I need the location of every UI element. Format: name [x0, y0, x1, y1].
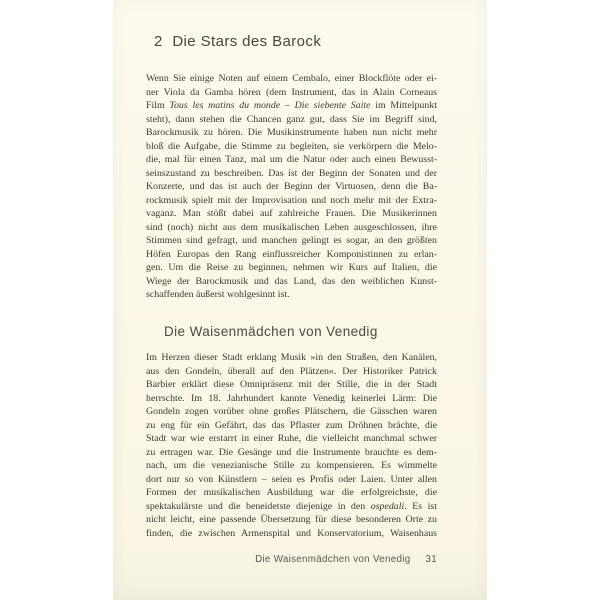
text-line [146, 486, 437, 500]
text-segment: Film [146, 100, 170, 111]
italic-text-segment: Tous les matins du monde – Die siebente Saite [169, 100, 371, 111]
text-line [146, 275, 437, 289]
text-line [146, 99, 437, 113]
text-line [146, 167, 437, 181]
page-number: 31 [425, 554, 437, 565]
text-segment: steht), dann stehen die Chancen ganz gut, dass Sie im Begriff sind, [146, 113, 437, 125]
text-segment: finden, die zwischen Armenspital und Konservatorium, Waisenhaus [146, 527, 437, 539]
text-line [146, 446, 437, 460]
running-title: Die Waisenmädchen von Venedig [255, 554, 411, 565]
text-line [146, 180, 437, 194]
text-segment: gen. Um die Reise zu beginnen, nehmen wir Kurs auf Italien, die [146, 262, 437, 273]
text-segment: Konzerte, und das ist auch der Beginn der Virtuosen, denn die Ba- [146, 181, 437, 192]
text-segment: bloß die Aufgabe, die Stimme zu begleiten, sie verkörpern die Melo- [146, 140, 437, 152]
text-line [146, 194, 437, 208]
text-segment: herrschte. Im 18. Jahrhundert kannte Venedig keinerlei Lärm: Die [146, 392, 437, 404]
text-line [146, 72, 437, 86]
text-segment: Wiege der Barockmusik und das Land, das den weiblichen Kunst- [146, 275, 437, 287]
text-line [146, 365, 437, 379]
text-line [146, 527, 437, 541]
text-line [146, 419, 437, 433]
text-segment: Gondeln zogen vorüber ohne großes Plätschern, die Gässchen waren [146, 406, 437, 417]
text-line [146, 405, 437, 419]
text-segment: spektakulärste und die beneidetste diejenige in den [146, 500, 371, 512]
text-segment: die, mal für einen Tanz, mal um die Natur oder auch einen Bewusst- [146, 154, 437, 165]
text-line [146, 261, 437, 275]
text-segment: . Es ist [404, 500, 437, 512]
section-heading: Die Waisenmädchen von Venedig [164, 324, 378, 339]
paragraph-venice [146, 351, 437, 540]
text-segment: Stadt war wie erstarrt in einer Ruhe, die vielleicht manchmal schwer [146, 433, 437, 444]
text-segment: Wenn Sie einige Noten auf einem Cembalo, einer Blockflöte oder ei- [146, 73, 437, 84]
text-segment: im Mittelpunkt [370, 100, 437, 111]
text-segment: rockmusik spielt mit der Improvisation und noch mehr mit der Extra- [146, 194, 437, 206]
text-line [146, 459, 437, 473]
text-segment: zu ertragen war. Die Gesänge und die Instrumente brauchte es dem- [146, 446, 437, 458]
text-segment: Barockmusik zu hören. Die Musikinstrumente haben nun nicht mehr [146, 127, 437, 138]
text-line [146, 153, 437, 167]
text-line [146, 513, 437, 527]
text-line [146, 500, 437, 514]
text-line [146, 113, 437, 127]
text-segment: sind (noch) nicht aus dem musikalischen Leben ausgeschlossen, ihre [146, 221, 437, 233]
page-footer [146, 553, 437, 566]
chapter-heading [154, 33, 321, 51]
text-segment: nach, um die venezianische Stille zu kompensieren. Es wimmelte [146, 460, 437, 471]
text-segment: ner Viola da Gamba hören (dem Instrument, das in Alain Corneaus [146, 86, 437, 98]
text-segment: zu eng für ein Gefährt, das das Pflaster zum Dröhnen brächte, die [146, 419, 437, 431]
text-segment: seinszustand zu beschreiben. Das ist der Beginn der Sonaten und der [146, 167, 437, 179]
text-line [146, 126, 437, 140]
chapter-number: 2 [154, 33, 163, 50]
text-line [146, 288, 437, 302]
text-segment: dort nur so von Künstlern – seien es Profis oder Laien. Unter allen [146, 473, 437, 485]
text-segment: Stimmen sind gefragt, und manchen gelingt es sogar, an den größten [146, 235, 437, 246]
text-segment: Formen der musikalischen Ausbildung war die erfolgreichste, die [146, 487, 437, 498]
text-line [146, 473, 437, 487]
chapter-title: Die Stars des Barock [172, 33, 322, 50]
paragraph-intro [146, 72, 437, 302]
italic-text-segment: ospedali [370, 500, 405, 512]
text-segment: vaganz. Man stößt dabei auf zahlreiche Frauen. Die Musikerinnen [146, 208, 437, 219]
text-line [146, 140, 437, 154]
book-page [113, 0, 487, 600]
text-segment: Barbier erklärt diese Omnipräsenz mit der Stille, die in der Stadt [146, 379, 437, 390]
text-line [146, 351, 437, 365]
text-line [146, 392, 437, 406]
text-segment: schaffenden äußerst wohlgesinnt ist. [146, 289, 290, 300]
text-segment: Höfen Europas den Rang einflussreicher Komponistinnen zu erlan- [146, 248, 437, 260]
text-line [146, 234, 437, 248]
text-line [146, 221, 437, 235]
text-line [146, 207, 437, 221]
text-segment: nicht leicht, eine passende Übersetzung für diese besonderen Orte zu [146, 514, 437, 525]
text-line [146, 378, 437, 392]
text-segment: aus den Gondeln, überall auf den Plätzen«. Der Historiker Patrick [146, 365, 437, 377]
text-segment: Im Herzen dieser Stadt erklang Musik »in den Straßen, den Kanälen, [146, 352, 437, 363]
text-line [146, 248, 437, 262]
text-line [146, 432, 437, 446]
text-line [146, 86, 437, 100]
